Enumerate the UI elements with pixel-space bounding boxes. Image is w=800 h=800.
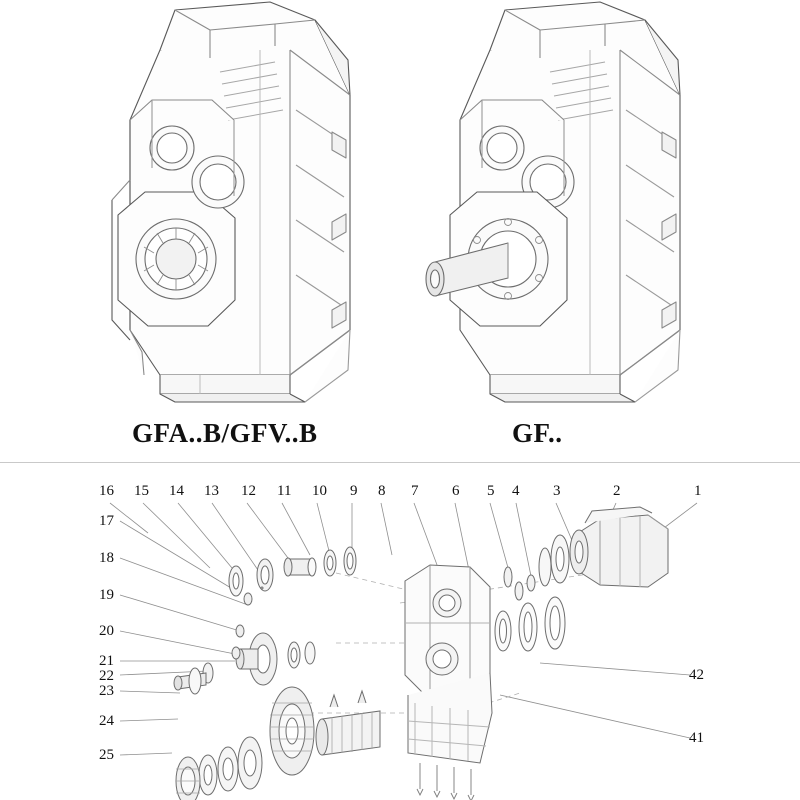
callout-12: 12 [241,483,256,499]
callout-21: 21 [99,653,114,669]
callout-16: 16 [99,483,114,499]
callout-18: 18 [99,550,114,566]
callout-8: 8 [378,483,386,499]
callout-4: 4 [512,483,520,499]
callout-15: 15 [134,483,149,499]
gf-unit [405,0,725,410]
callout-5: 5 [487,483,495,499]
callout-24: 24 [99,713,114,729]
exploded-assembly-diagram [0,463,800,800]
gfa-b-gfv-b-label: GFA..B/GFV..B [132,418,318,448]
callout-22: 22 [99,668,114,684]
callout-41: 41 [689,730,704,746]
callout-2: 2 [613,483,621,499]
callout-11: 11 [277,483,292,499]
callout-17: 17 [99,513,114,529]
callout-1: 1 [694,483,702,499]
callout-10: 10 [312,483,327,499]
callout-13: 13 [204,483,219,499]
callout-14: 14 [169,483,184,499]
callout-25: 25 [99,747,114,763]
gf-label: GF.. [512,418,563,448]
callout-23: 23 [99,683,114,699]
callout-19: 19 [99,587,114,603]
callout-7: 7 [411,483,419,499]
gfa-b-gfv-b-unit [100,0,400,410]
callout-3: 3 [553,483,561,499]
callout-9: 9 [350,483,358,499]
callout-6: 6 [452,483,460,499]
callout-20: 20 [99,623,114,639]
callout-42: 42 [689,667,704,683]
